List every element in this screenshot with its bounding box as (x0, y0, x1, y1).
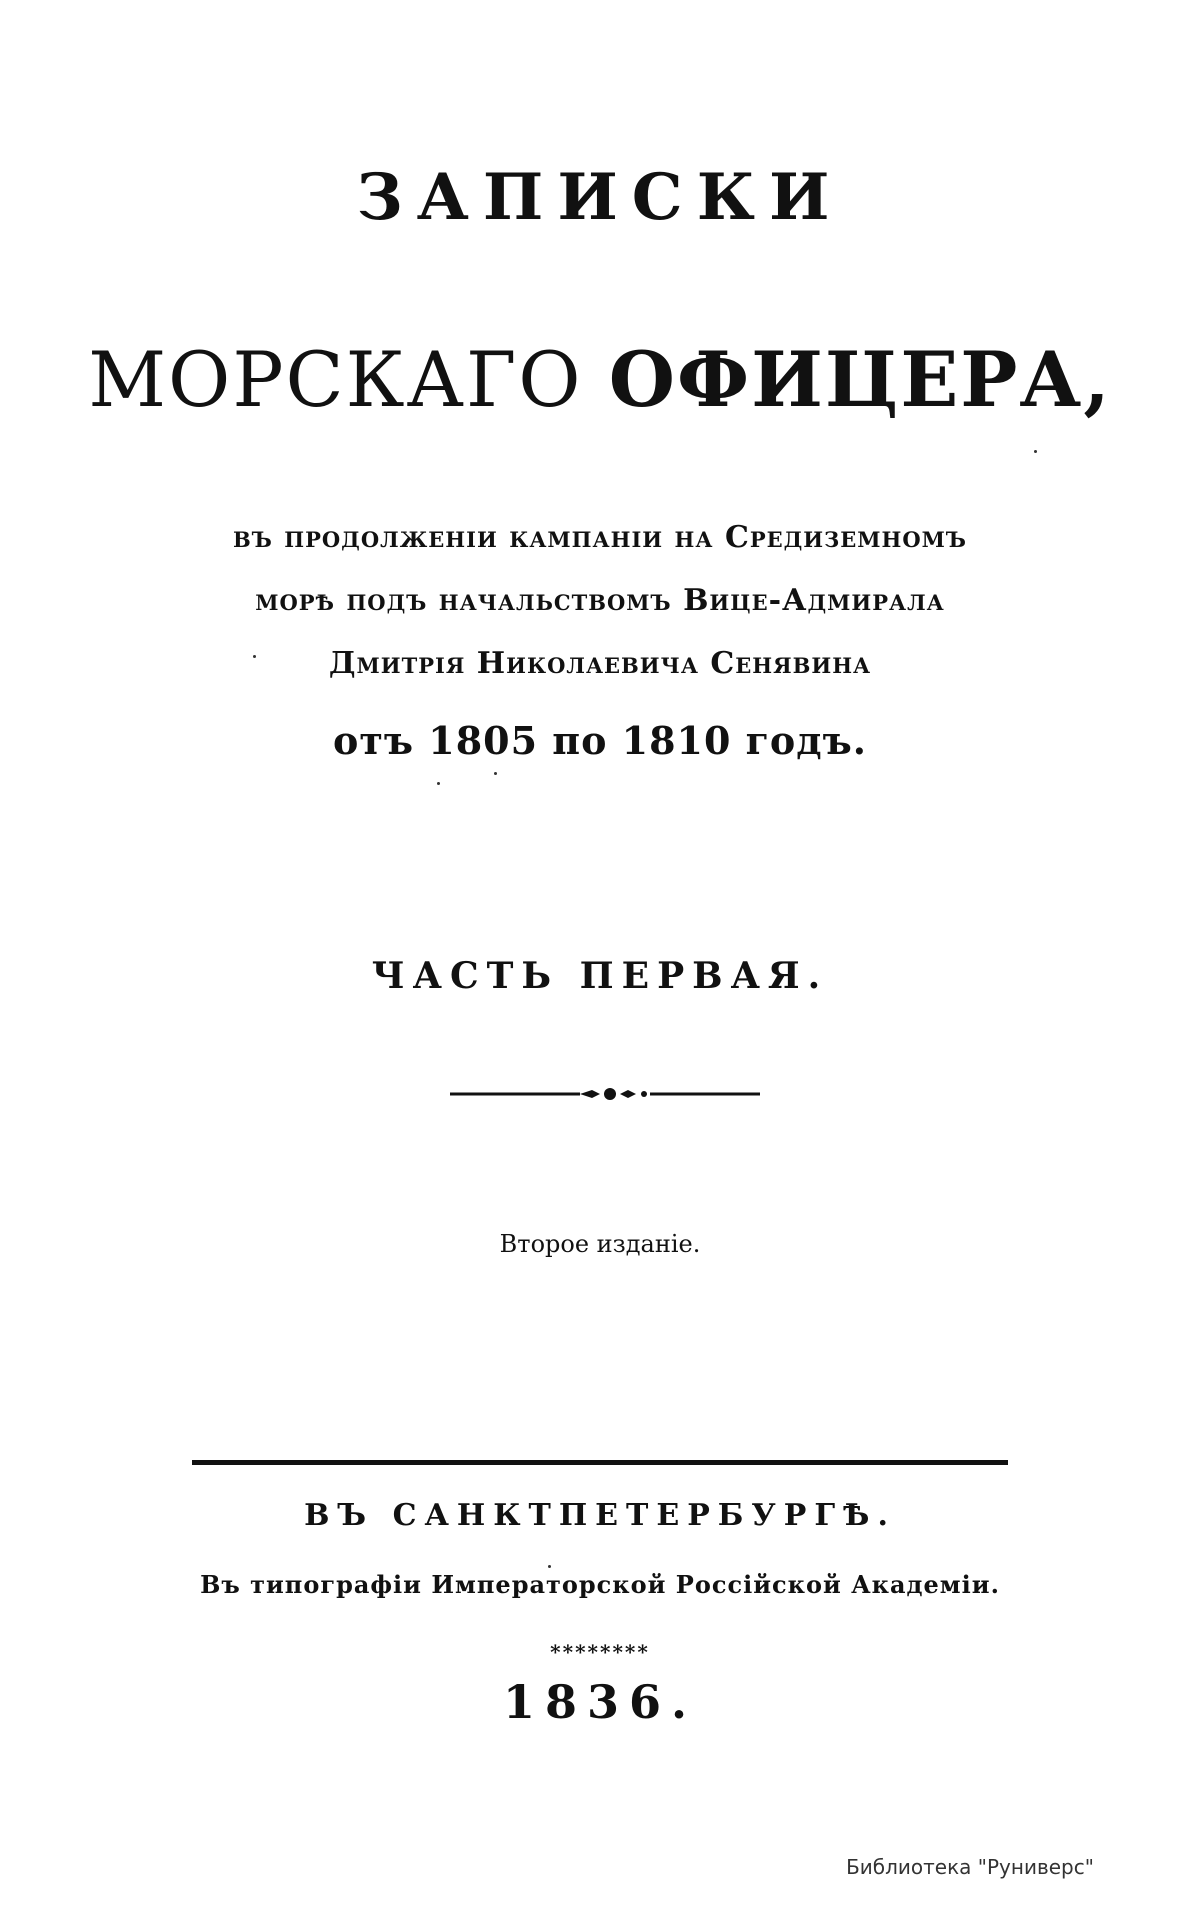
subtitle-line-1: въ продолженіи кампаніи на Средиземномъ (232, 520, 968, 555)
imprint-press: Въ типографіи Императорской Россійской Академіи. (200, 1570, 1000, 1599)
print-speck (1034, 450, 1037, 453)
edition-note: Второе изданіе. (499, 1230, 701, 1258)
part-heading: ЧАСТЬ ПЕРВАЯ. (371, 955, 829, 997)
ornament-divider-icon (450, 1082, 760, 1106)
imprint-city: ВЪ САНКТПЕТЕРБУРГѢ. (304, 1498, 896, 1533)
print-speck (548, 1565, 551, 1568)
library-watermark: Библиотека "Руниверс" (846, 1855, 1094, 1879)
imprint-stars: ******** (550, 1640, 650, 1664)
title-word-morskago: МОРСКАГО (88, 335, 583, 424)
title-line-2 (0, 335, 1200, 424)
print-speck (437, 782, 440, 785)
imprint-rule (192, 1460, 1008, 1465)
title-word-ofitsera: ОФИЦЕРА, (608, 335, 1112, 424)
title-line-1: ЗАПИСКИ (356, 160, 844, 235)
imprint-year: 1836. (502, 1675, 698, 1729)
print-speck (494, 772, 497, 775)
print-speck (253, 655, 256, 658)
subtitle-line-3: Дмитрія Николаевича Сенявина (328, 646, 872, 681)
subtitle-years: отъ 1805 по 1810 годъ. (333, 718, 867, 763)
subtitle-line-2: морѣ подъ начальствомъ Вице-Адмирала (255, 583, 945, 618)
